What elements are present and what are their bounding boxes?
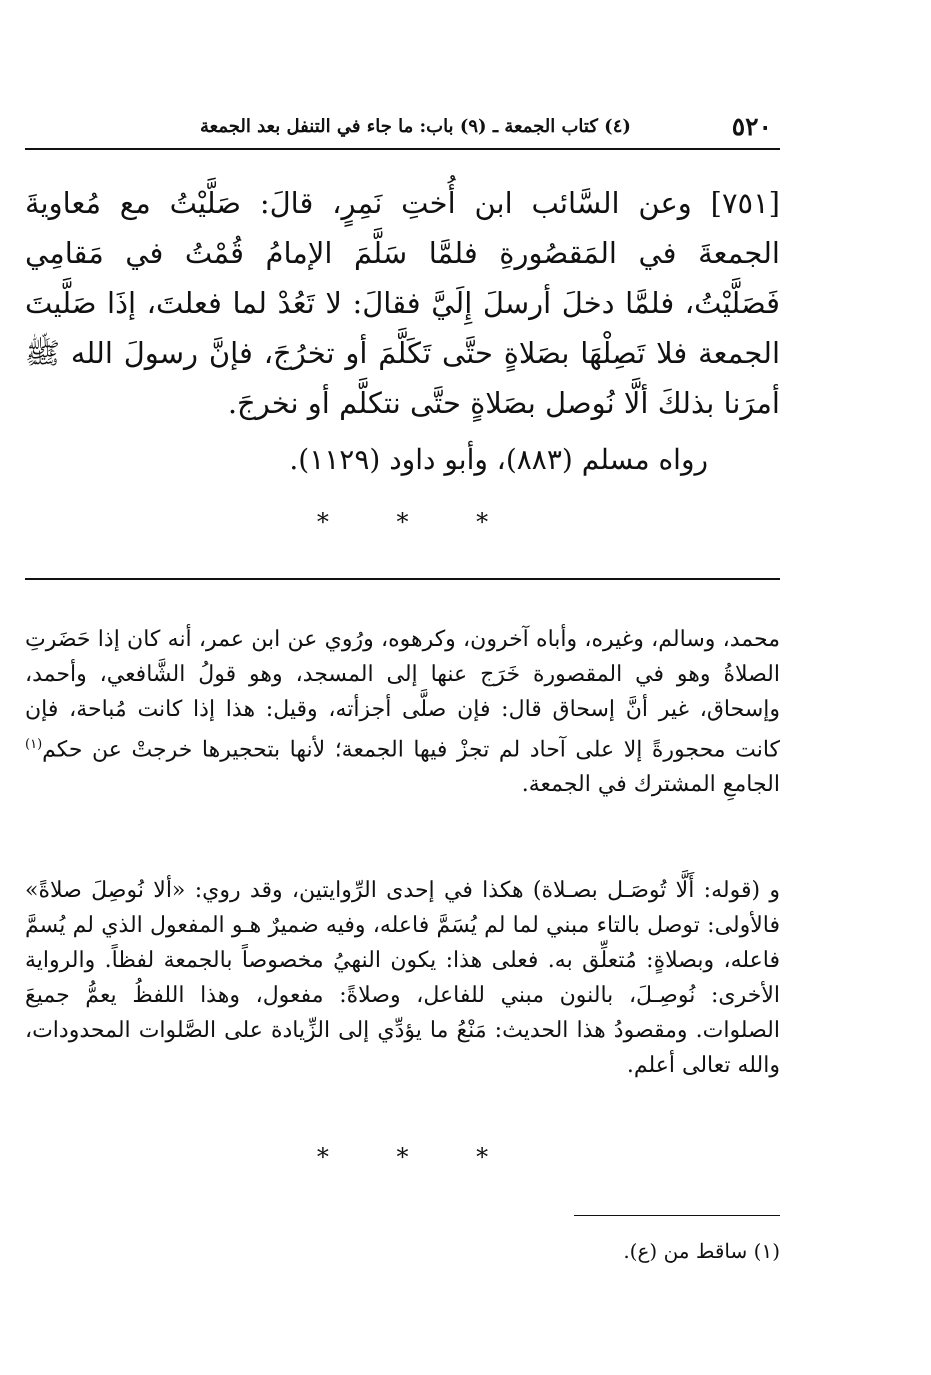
commentary-text: محمد، وسالم، وغيره، وأباه آخرون، وكرهوه، ورُوي عن ابن عمر، أنه كان إذا حَضَرتِ الصلاةُ وهو في المقصورة خَرَج عنها إلى المسجد، وهو قولُ الشَّافعي، وأحمد، وإسحاق، غير أنَّ إسحاق قال: فإن صلَّى أجزأته، وقيل: هذا إذا كانت مُباحة، فإن كانت محجورةً إلا على آحاد لم تجزْ فيها الجمعة؛ لأنها بتحجيرها خرجتْ عن حكم — [25, 627, 780, 763]
separator-star: * — [396, 508, 409, 536]
commentary-text: الجامعِ المشترك في الجمعة. — [521, 772, 780, 798]
hadith-narration: رواه مسلم (٨٨٣)، وأبو داود (١١٢٩). — [289, 443, 708, 476]
separator-star: * — [476, 508, 489, 536]
separator-star: * — [316, 508, 329, 536]
running-head: (٤) كتاب الجمعة ـ (٩) باب: ما جاء في التنفل بعد الجمعة — [200, 116, 631, 137]
hadith-number: [٧٥١] — [710, 186, 780, 220]
hadith-text — [25, 178, 780, 428]
page-header — [25, 108, 780, 150]
separator-star: * — [396, 1143, 409, 1171]
footnote-marker: (١) — [25, 737, 43, 752]
section-separator — [25, 508, 780, 538]
page-number: ٥٢٠ — [731, 112, 772, 141]
footnote-divider — [574, 1215, 780, 1216]
section-separator — [25, 1143, 780, 1173]
separator-star: * — [316, 1143, 329, 1171]
separator-star: * — [476, 1143, 489, 1171]
footnote — [623, 1236, 780, 1266]
commentary-paragraph: و (قوله: أَلَّا تُوصَـل بصـلاة) هكذا في إحدى الرِّوايتين، وقد روي: «ألا نُوصِلَ صلاةً» فالأولى: توصل بالتاء مبني لما لم يُسَمَّ فاعله، وفيه ضميرٌ هـو المفعول الذي لم يُسمَّ فاعله، وبصلاةٍ: مُتعلِّق به. فعلى هذا: يكون النهيُ مخصوصاً بالجمعة لفظاً. والرواية الأخرى: نُوصِـلَ، بالنون مبني للفاعل، وصلاةً: مفعول، وهذا اللفظُ يعمُّ جميعَ الصلوات. ومقصودُ هذا الحديث: مَنْعُ ما يؤدِّي إلى الزِّيادة على الصَّلوات المحدودات، والله تعالى أعلم. — [25, 878, 780, 1078]
commentary-paragraph — [25, 622, 780, 802]
footnote-text: ساقط من (ع). — [623, 1239, 748, 1263]
footnote-number: (١) — [753, 1239, 780, 1263]
hadith-body: وعن السَّائب ابن أُختِ نَمِرٍ، قالَ: صَلَّيْتُ مع مُعاويةَ الجمعةَ في المَقصُورةِ فلمَّا سَلَّمَ الإمامُ قُمْتُ في مَقامِي فَصَلَّيْتُ، فلمَّا دخلَ أرسلَ إِلَيَّ فقالَ: لا تَعُدْ لما فعلتَ، إذَا صَلَّيتَ الجمعة فلا تَصِلْهَا بصَلاةٍ حتَّى تَكَلَّمَ أو تخرُجَ، فإنَّ رسولَ الله ﷺ أمرَنا بذلكَ ألَّا نُوصل بصَلاةٍ حتَّى نتكلَّم أو نخرجَ. — [25, 186, 780, 420]
commentary-divider — [25, 578, 780, 580]
book-page — [25, 0, 780, 1375]
